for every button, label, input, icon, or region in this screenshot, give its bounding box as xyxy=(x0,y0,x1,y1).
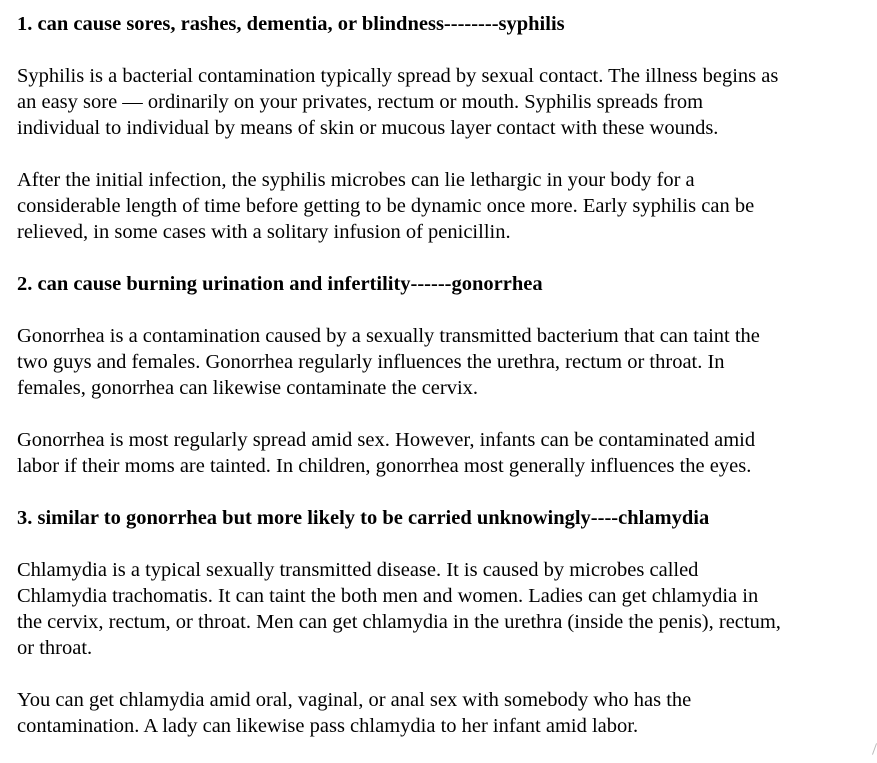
scroll-mark xyxy=(872,743,877,755)
paragraph-line: Syphilis is a bacterial contamination typically spread by sexual contact. The illness begins as xyxy=(17,65,779,87)
paragraph-line: Chlamydia trachomatis. It can taint the both men and women. Ladies can get chlamydia in xyxy=(17,585,759,607)
paragraph-line: Chlamydia is a typical sexually transmitted disease. It is caused by microbes called xyxy=(17,559,699,581)
section-heading: 2. can cause burning urination and infertility------gonorrhea xyxy=(17,273,543,295)
blank-line xyxy=(17,401,877,427)
paragraph-line: females, gonorrhea can likewise contaminate the cervix. xyxy=(17,377,479,399)
paragraph-line: Gonorrhea is a contamination caused by a sexually transmitted bacterium that can taint the xyxy=(17,325,760,347)
document-body xyxy=(17,11,877,739)
blank-line xyxy=(17,661,877,687)
paragraph-line: an easy sore — ordinarily on your privates, rectum or mouth. Syphilis spreads from xyxy=(17,91,704,113)
section-heading: 1. can cause sores, rashes, dementia, or blindness--------syphilis xyxy=(17,13,565,35)
blank-line xyxy=(17,245,877,271)
section-heading: 3. similar to gonorrhea but more likely to be carried unknowingly----chlamydia xyxy=(17,507,710,529)
blank-line xyxy=(17,297,877,323)
blank-line xyxy=(17,141,877,167)
paragraph-line: considerable length of time before getting to be dynamic once more. Early syphilis can be xyxy=(17,195,755,217)
paragraph-line: contamination. A lady can likewise pass chlamydia to her infant amid labor. xyxy=(17,715,639,737)
paragraph-line: or throat. xyxy=(17,637,93,659)
paragraph-line: relieved, in some cases with a solitary infusion of penicillin. xyxy=(17,221,511,243)
blank-line xyxy=(17,37,877,63)
paragraph-line: the cervix, rectum, or throat. Men can get chlamydia in the urethra (inside the penis), rectum, xyxy=(17,611,781,633)
blank-line xyxy=(17,479,877,505)
paragraph-line: individual to individual by means of skin or mucous layer contact with these wounds. xyxy=(17,117,719,139)
blank-line xyxy=(17,531,877,557)
paragraph-line: labor if their moms are tainted. In children, gonorrhea most generally influences the eyes. xyxy=(17,455,752,477)
paragraph-line: You can get chlamydia amid oral, vaginal, or anal sex with somebody who has the xyxy=(17,689,692,711)
paragraph-line: After the initial infection, the syphilis microbes can lie lethargic in your body for a xyxy=(17,169,695,191)
paragraph-line: Gonorrhea is most regularly spread amid sex. However, infants can be contaminated amid xyxy=(17,429,756,451)
paragraph-line: two guys and females. Gonorrhea regularly influences the urethra, rectum or throat. In xyxy=(17,351,725,373)
